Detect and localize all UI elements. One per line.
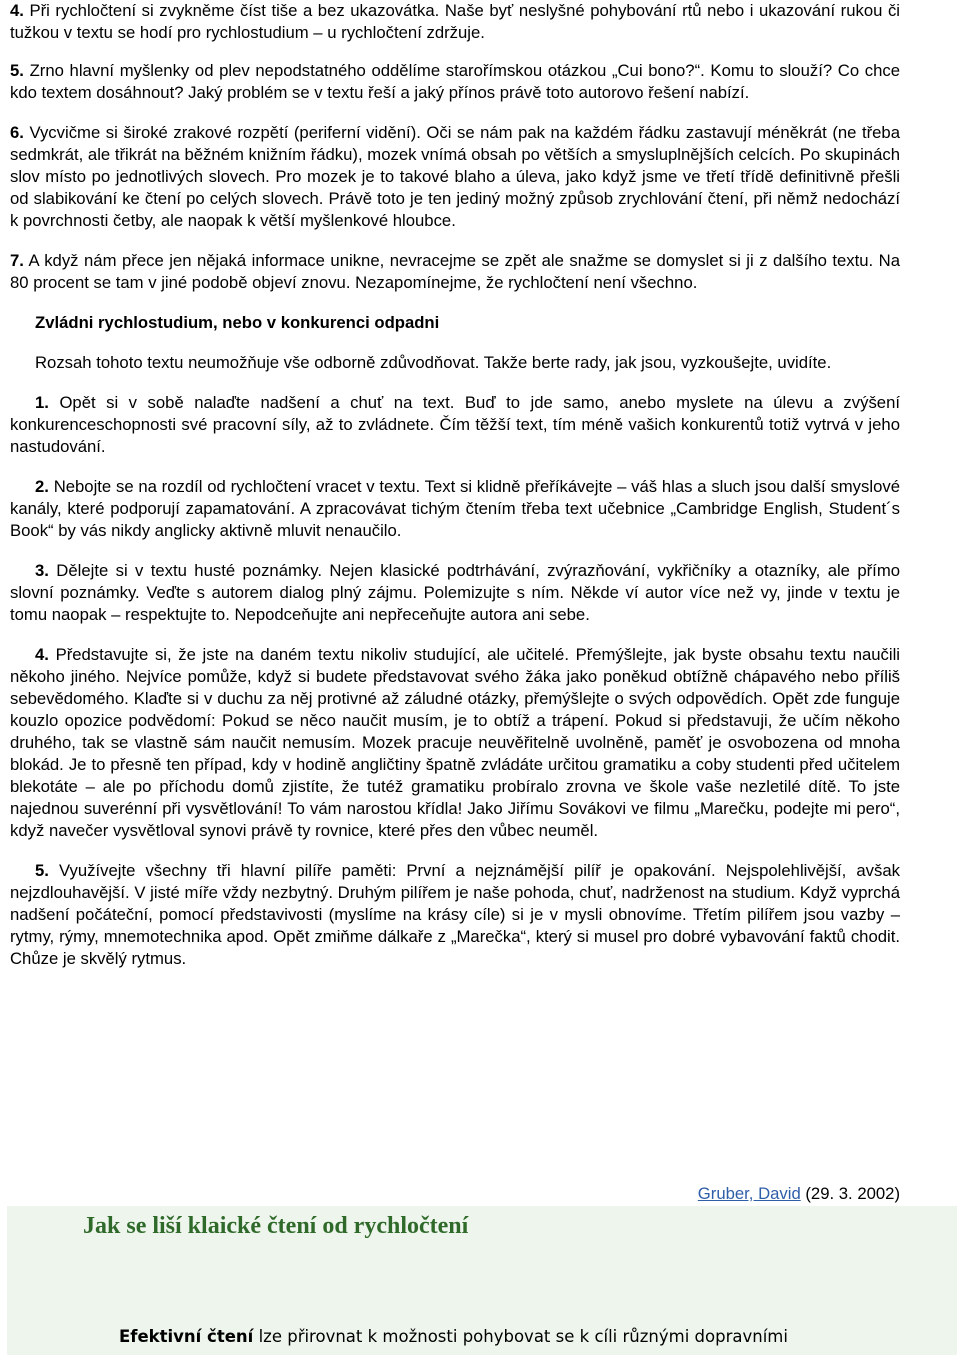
list-item: 4. Představujte si, že jste na daném textu nikoliv studující, ale učitelé. Přemýšlejte, jak byste obsahu textu naučili někoho jiného. Nejvíce pomůže, když si budete představovat svého žáka jako poněkud obtížně chápavého nebo příliš sebevědomého. Klaďte si v duchu za něj protivné až záludné otázky, přemýšlejte o svých odpovědích. Opět zde funguje kouzlo opozice podvědomí: Pokud se něco naučit musím, je to obtíž a trápení. Pokud si představuji, že učím někoho druhého, tak se vlastně sám naučit nemusím. Mozek pracuje neuvěřitelně uvolněně, paměť je osvobozena od mnoha blokád. Je to přesně ten případ, kdy v hodině angličtiny špatně zvládáte určitou gramatiku a coby studenti před učitelem blekotáte – ale po příchodu domů zjistíte, že tutéž gramatiku probíralo zrovna ve škole vaše nezletilé dítě. To jste najednou suverénní při vysvětlování! To vám narostou křídla! Jako Jiřímu Sovákovi ve filmu „Marečku, podejte mi pero“, když navečer vysvětloval synovi právě ty rovnice, které přes den vůbec neuměl. — [10, 645, 900, 840]
list-item: 2. Nebojte se na rozdíl od rychločtení vracet v textu. Text si klidně přeříkávejte – váš hlas a sluch jsou další smyslové kanály, které podporují zapamatování. A zpracovávat tichým čtením třeba text učebnice „Cambridge English, Student´s Book“ by vás nikdy anglicky aktivně mluvit nenaučilo. — [10, 477, 900, 540]
section-heading: Zvládni rychlostudium, nebo v konkurenci odpadni — [35, 313, 440, 332]
list-item: 1. Opět si v sobě nalaďte nadšení a chuť na text. Buď to jde samo, anebo myslete na úlevu a zvýšení konkurenceschopnosti své pracovní síly, až to zvládnete. Čím těžší text, tím méně vašich konkurentů totiž vytrvá v jeho nastudování. — [10, 393, 900, 456]
list-item: 3. Dělejte si v textu husté poznámky. Nejen klasické podtrhávání, zvýrazňování, vykřičníky a otazníky, ale přímo slovní poznámky. Veďte s autorem dialog plný zájmu. Polemizujte s ním. Někde ví autor více než vy, jinde v textu je tomu naopak – respektujte to. Nepodceňujte ani nepřeceňujte autora ani sebe. — [10, 561, 900, 624]
section-title: Jak se liší klaické čtení od rychločtení — [83, 1213, 469, 1239]
section-lead-bold: Efektivní čtení — [119, 1327, 254, 1346]
article-body — [10, 0, 900, 970]
section-lead — [119, 1327, 788, 1346]
list-item: 7. A když nám přece jen nějaká informace unikne, nevracejme se zpět ale snažme se domyslet si ji z dalšího textu. Na 80 procent se tam v jiné podobě objeví znovu. Nezapomínejme, že rychločtení není všechno. — [10, 251, 900, 292]
list-item: 5. Zrno hlavní myšlenky od plev nepodstatného oddělíme starořímskou otázkou „Cui bono?“. Komu to slouží? Co chce kdo textem dosáhnout? Jaký problém se v textu řeší a jaký přínos právě toto autorovo řešení nabízí. — [10, 61, 900, 102]
list-item: 5. Využívejte všechny tři hlavní pilíře paměti: První a nejznámější pilíř je opakování. Nejspolehlivější, avšak nejzdlouhavější. V jisté míře vždy nezbytný. Druhým pilířem je naše pohoda, chuť, nadrženost na studium. Když vyprchá nadšení počáteční, pomocí představivosti (myslíme na krásy cíle) si je v mysli obnovíme. Třetím pilířem jsou vazby – rytmy, rýmy, mnemotechnika apod. Opět zmiňme dálkaře z „Marečka“, který si musel pro dobré vybavování faktů chodit. Chůze je skvělý rytmus. — [10, 861, 900, 968]
author-link[interactable]: Gruber, David — [697, 1184, 801, 1203]
author-signature — [698, 1184, 900, 1204]
list-item: 4. Při rychločtení si zvykněme číst tiše a bez ukazovátka. Naše byť neslyšné pohybování rtů nebo i ukazování rukou či tužkou v textu se hodí pro rychlostudium – u rychločtení zdržuje. — [10, 1, 900, 42]
list-item: 6. Vycvičme si široké zrakové rozpětí (periferní vidění). Oči se nám pak na každém řádku zastavují méněkrát (ne třeba sedmkrát, ale třikrát na běžném knižním řádku), mozek vnímá obsah po větších a smysluplnějších celcích. Po skupinách slov místo po jednotlivých slovech. Pro mozek je to takové blaho a úleva, jako když jsme ve třetí třídě definitivně přešli od slabikování ke čtení po celých slovech. Právě toto je ten jediný možný způsob zrychlování čtení, při němž nedochází k povrchnosti četby, ale naopak k větší myšlenkové hloubce. — [10, 123, 900, 230]
section-lead-text: lze přirovnat k možnosti pohybovat se k cíli různými dopravními — [258, 1327, 788, 1346]
publish-date: (29. 3. 2002) — [805, 1184, 900, 1203]
intro-paragraph: Rozsah tohoto textu neumožňuje vše odborně zdůvodňovat. Takže berte rady, jak jsou, vyzkoušejte, uvidíte. — [35, 353, 832, 372]
